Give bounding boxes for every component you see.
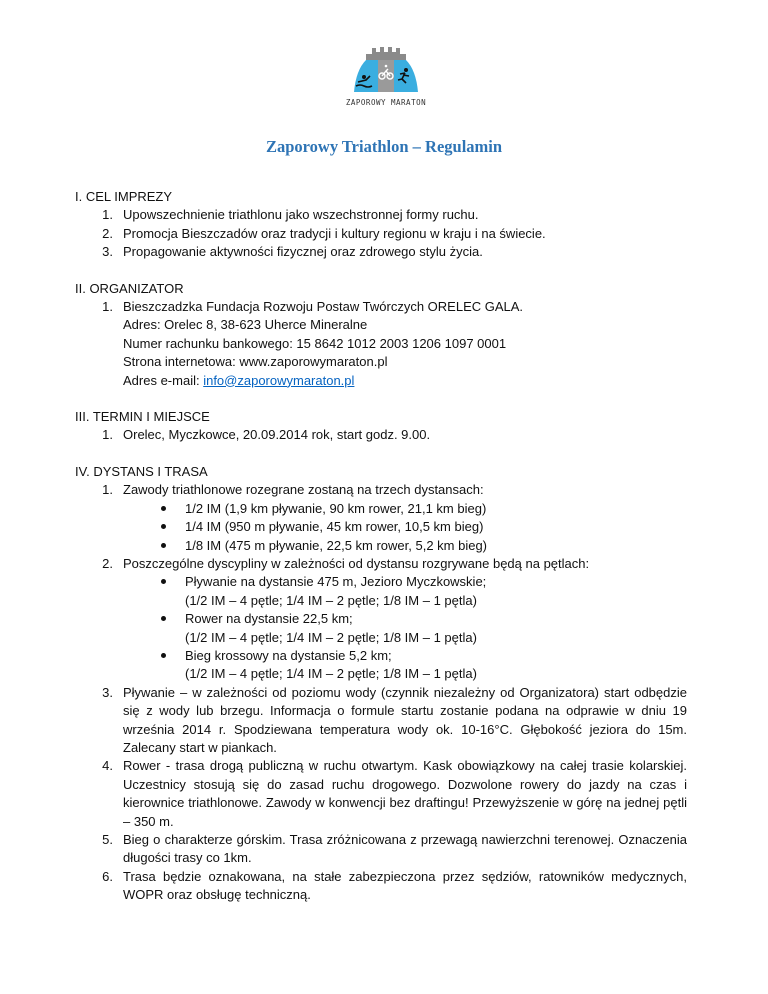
bullet-item: 1/8 IM (475 m pływanie, 22,5 km rower, 5,2 km bieg) <box>158 537 687 555</box>
bullet-item: Pływanie na dystansie 475 m, Jezioro Myczkowskie; <box>158 573 687 591</box>
bullet-detail: (1/2 IM – 4 pętle; 1/4 IM – 2 pętle; 1/8 IM – 1 pętla) <box>185 666 477 682</box>
section-heading: IV. DYSTANS I TRASA <box>75 463 208 479</box>
logo-caption: ZAPOROWY MARATON <box>345 98 427 107</box>
email-link[interactable]: info@zaporowymaraton.pl <box>203 372 355 388</box>
zaporowy-maraton-logo <box>336 42 436 110</box>
page-title: Zaporowy Triathlon – Regulamin <box>265 137 503 156</box>
section-heading: II. ORGANIZATOR <box>75 280 184 296</box>
organizer-address: Adres: Orelec 8, 38-623 Uherce Mineralne <box>123 317 368 333</box>
section-heading: I. CEL IMPREZY <box>75 189 173 204</box>
bullet-detail: (1/2 IM – 4 pętle; 1/4 IM – 2 pętle; 1/8 IM – 1 pętla) <box>185 592 477 608</box>
list-item: 4. Rower - trasa drogą publiczną w ruchu otwartym. Kask obowiązkowy na całej trasie kolarskiej. Uczestnicy stosują się do zasad ruchu drogowego. Dozwolone rowery do jazdy na czas i kierownice triathlonowe. Zawody w konwencji bez draftingu! Przewyższenie w górę na jednej pętli – 350 m. <box>102 758 687 829</box>
list-item: 3. Pływanie – w zależności od poziomu wody (czynnik niezależny od Organizatora) start odbędzie się z wody lub brzegu. Informacja o formule startu zostanie podana na odprawie w dniu 19 września 2014 r. Spodziewana temperatura wody ok. 10-16°C. Głębokość jeziora do 15m. Zalecany start w piankach. <box>102 684 687 755</box>
section-heading: III. TERMIN I MIEJSCE <box>75 409 210 425</box>
list-item: 3. Propagowanie aktywności fizycznej oraz zdrowego stylu życia. <box>102 244 483 260</box>
list-item: 1. Bieszczadzka Fundacja Rozwoju Postaw Twórczych ORELEC GALA. <box>102 299 524 315</box>
bullet-item: 1/4 IM (950 m pływanie, 45 km rower, 10,5 km bieg) <box>158 518 687 536</box>
list-item: 6. Trasa będzie oznakowana, na stałe zabezpieczona przez sędziów, ratowników medycznych, WOPR oraz obsługę techniczną. <box>102 868 687 903</box>
list-item: 2. Poszczególne dyscypliny w zależności od dystansu rozgrywane będą na pętlach: <box>102 555 590 571</box>
document-body <box>75 188 687 905</box>
list-item: 2. Promocja Bieszczadów oraz tradycji i kultury regionu w kraju i na świecie. <box>102 225 546 241</box>
bullet-detail: (1/2 IM – 4 pętle; 1/4 IM – 2 pętle; 1/8 IM – 1 pętla) <box>185 629 477 645</box>
organizer-account: Numer rachunku bankowego: 15 8642 1012 2003 1206 1097 0001 <box>123 335 507 351</box>
list-item: 1. Zawody triathlonowe rozegrane zostaną na trzech dystansach: <box>102 482 484 498</box>
bullet-item: Rower na dystansie 22,5 km; <box>158 610 687 628</box>
list-item: 5. Bieg o charakterze górskim. Trasa zróżnicowana z przewagą nawierzchni terenowej. Oznaczenia długości trasy co 1km. <box>102 832 687 866</box>
list-item: 1. Orelec, Myczkowce, 20.09.2014 rok, start godz. 9.00. <box>102 427 431 443</box>
organizer-website: Strona internetowa: www.zaporowymaraton.pl <box>123 354 388 370</box>
list-item: 1. Upowszechnienie triathlonu jako wszechstronnej formy ruchu. <box>102 207 479 223</box>
bullet-item: Bieg krossowy na dystansie 5,2 km; <box>158 647 687 665</box>
bullet-item: 1/2 IM (1,9 km pływanie, 90 km rower, 21,1 km bieg) <box>158 500 687 518</box>
organizer-email-line: Adres e-mail: info@zaporowymaraton.pl <box>123 372 355 388</box>
